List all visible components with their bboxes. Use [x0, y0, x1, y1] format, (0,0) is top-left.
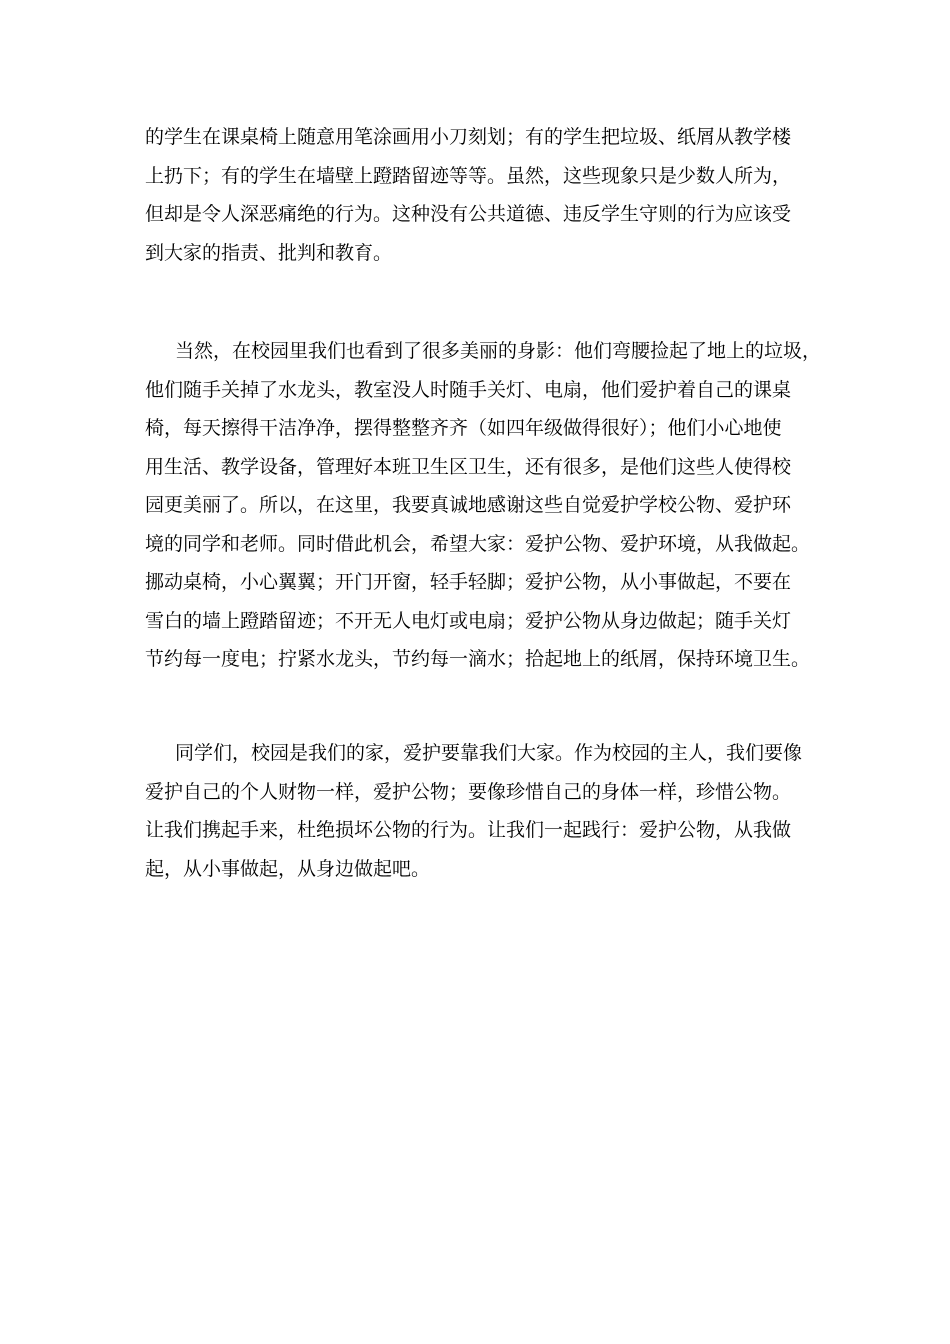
text-line: 用生活、教学设备，管理好本班卫生区卫生，还有很多，是他们这些人使得校 — [145, 455, 792, 478]
text-line: 但却是令人深恶痛绝的行为。这种没有公共道德、违反学生守则的行为应该受 — [145, 203, 792, 225]
text-line: 爱护自己的个人财物一样，爱护公物；要像珍惜自己的身体一样，珍惜公物。 — [145, 780, 792, 803]
text-line: 挪动桌椅，小心翼翼；开门开窗，轻手轻脚；爱护公物，从小事做起，不要在 — [145, 571, 792, 593]
text-line: 到大家的指责、批判和教育。 — [145, 241, 393, 264]
text-line: 的学生在课桌椅上随意用笔涂画用小刀刻划；有的学生把垃圾、纸屑从教学楼 — [145, 126, 792, 148]
text-line: 节约每一度电；拧紧水龙头，节约每一滴水；拾起地上的纸屑，保持环境卫生。 — [145, 648, 811, 670]
paragraph-3 — [145, 734, 815, 888]
text-line: 上扔下；有的学生在墙壁上蹬踏留迹等等。虽然，这些现象只是少数人所为， — [145, 164, 792, 187]
paragraph-1 — [145, 118, 815, 272]
text-line: 起，从小事做起，从身边做起吧。 — [145, 857, 431, 880]
text-line: 当然，在校园里我们也看到了很多美丽的身影：他们弯腰捡起了地上的垃圾， — [175, 340, 822, 362]
text-line: 园更美丽了。所以，在这里，我要真诚地感谢这些自觉爱护学校公物、爱护环 — [145, 494, 792, 516]
text-line: 椅，每天擦得干洁净净，摆得整整齐齐（如四年级做得很好）；他们小心地使 — [145, 417, 782, 439]
text-line: 同学们，校园是我们的家，爱护要靠我们大家。作为校园的主人，我们要像 — [175, 742, 803, 764]
text-line: 雪白的墙上蹬踏留迹；不开无人电灯或电扇；爱护公物从身边做起；随手关灯 — [145, 609, 792, 632]
paragraph-2 — [145, 332, 822, 679]
text-line: 他们随手关掉了水龙头，教室没人时随手关灯、电扇，他们爱护着自己的课桌 — [145, 378, 792, 401]
text-line: 境的同学和老师。同时借此机会，希望大家：爱护公物、爱护环境，从我做起。 — [145, 532, 811, 555]
text-line: 让我们携起手来，杜绝损坏公物的行为。让我们一起践行：爱护公物，从我做 — [145, 819, 792, 841]
